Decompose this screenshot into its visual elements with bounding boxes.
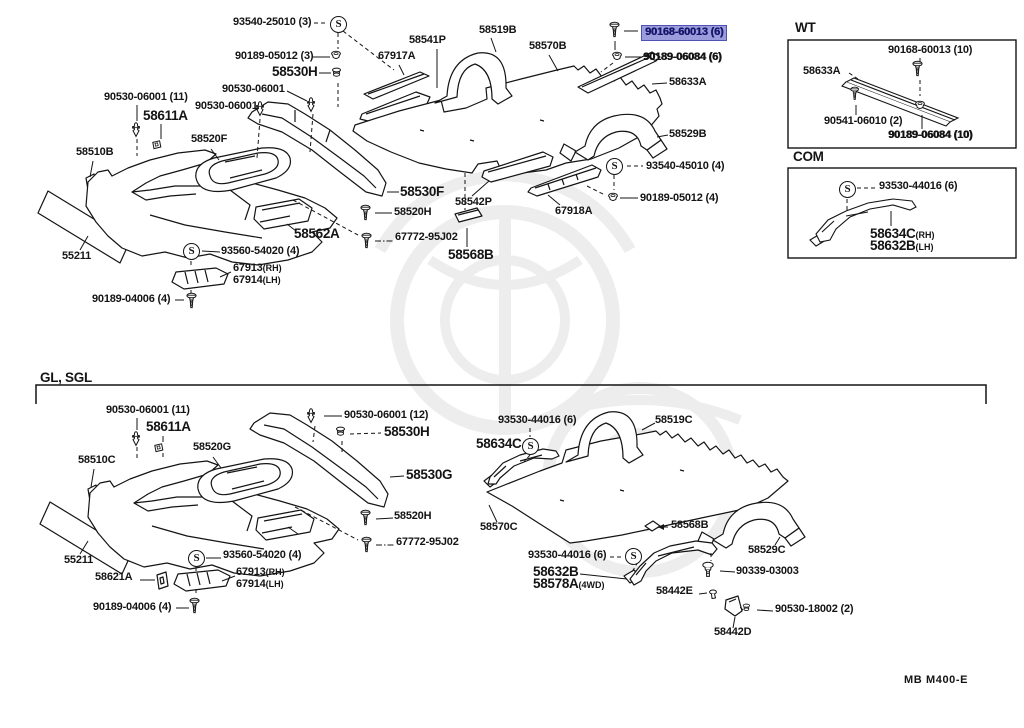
part-label: 90189-04006 (4) [93,601,172,613]
part-label-suffix: (RH) [265,567,285,577]
s-symbol: S [188,550,205,567]
part-label: 58570C [480,521,518,533]
part-label: 67917A [378,50,416,62]
part-label: 58634C(RH) [870,226,935,241]
part-label: 67772-95J02 [395,231,458,243]
part-label: 58510B [76,146,114,158]
part-label: 67913(RH) [236,566,285,578]
section-title-com: COM [793,149,824,164]
part-label: 58611A [146,419,191,434]
part-label: 93560-54020 (4) [221,245,300,257]
part-label: 90530-06001 [195,100,258,112]
part-label: 90339-03003 [736,565,799,577]
section-title-gl-sgl: GL, SGL [40,370,92,385]
part-label: 93560-54020 (4) [223,549,302,561]
part-label: 90189-04006 (4) [92,293,171,305]
part-label: 90530-18002 (2) [775,603,854,615]
part-label: 67913(RH) [233,262,282,274]
part-label: 58530H [384,424,430,439]
part-label: 58568B [448,247,494,262]
part-label: 90530-06001 [222,83,285,95]
part-label: 58520H [394,510,432,522]
part-label: 58570B [529,40,567,52]
part-label: 58530G [406,467,453,482]
part-label: 58520F [191,133,228,145]
part-label-suffix: (4WD) [578,580,605,590]
part-label: 93530-44016 (6) [528,549,607,561]
part-label: 58621A [95,571,133,583]
part-label: 58442E [656,585,693,597]
part-label: 58632B(LH) [870,238,934,253]
part-label-suffix: (RH) [262,263,282,273]
part-label: 58530F [400,184,444,199]
s-symbol: S [330,16,347,33]
part-label: 58562A [294,226,340,241]
part-label: 93530-44016 (6) [498,414,577,426]
part-label: 58578A(4WD) [533,576,605,591]
part-label: 90530-06001 (11) [104,91,188,103]
part-label: 67914(LH) [236,578,284,590]
part-label: 90189-06084 (10) [888,129,973,141]
s-symbol: S [183,243,200,260]
part-label: 58632B [533,564,579,579]
part-label: 55211 [64,554,93,566]
part-label: 93540-45010 (4) [646,160,725,172]
section-title-wt: WT [795,20,816,35]
part-label: 58634C [476,436,522,451]
part-label: 58633A [803,65,841,77]
part-label: 58519B [479,24,517,36]
part-label: 90541-06010 (2) [824,115,903,127]
part-label: 58633A [669,76,707,88]
part-label: 58541P [409,34,446,46]
part-label: 58510C [78,454,116,466]
part-label-suffix: (LH) [262,275,281,285]
part-label: 90189-06084 (6) [643,51,722,63]
part-label-suffix: (RH) [915,230,935,240]
part-label: 67914(LH) [233,274,281,286]
part-label: 58529B [669,128,707,140]
part-label: 90168-60013 (10) [888,44,973,56]
part-label: 90189-05012 (4) [640,192,719,204]
part-label: 90189-05012 (3) [235,50,314,62]
part-label-suffix: (LH) [915,242,934,252]
part-label: 58520H [394,206,432,218]
part-label[interactable]: 90168-60013 (6) [641,25,727,41]
part-label: 67918A [555,205,593,217]
part-label: 90530-06001 (12) [344,409,429,421]
part-label: 58520G [193,441,231,453]
part-label: 58611A [143,108,188,123]
part-label: 58542P [455,196,492,208]
s-symbol: S [522,438,539,455]
part-label: 58530H [272,64,318,79]
part-label: 90530-06001 (11) [106,404,190,416]
part-label: 58529C [748,544,786,556]
part-label: 93540-25010 (3) [233,16,312,28]
s-symbol: S [606,158,623,175]
part-label: 55211 [62,250,91,262]
part-label-suffix: (LH) [265,579,284,589]
s-symbol: S [625,548,642,565]
part-label: 58568B [671,519,709,531]
s-symbol: S [839,181,856,198]
part-label: 93530-44016 (6) [879,180,958,192]
part-label: 58519C [655,414,693,426]
part-label: 67772-95J02 [396,536,459,548]
part-label: 58442D [714,626,752,638]
figure-code: MB M400-E [904,674,969,686]
